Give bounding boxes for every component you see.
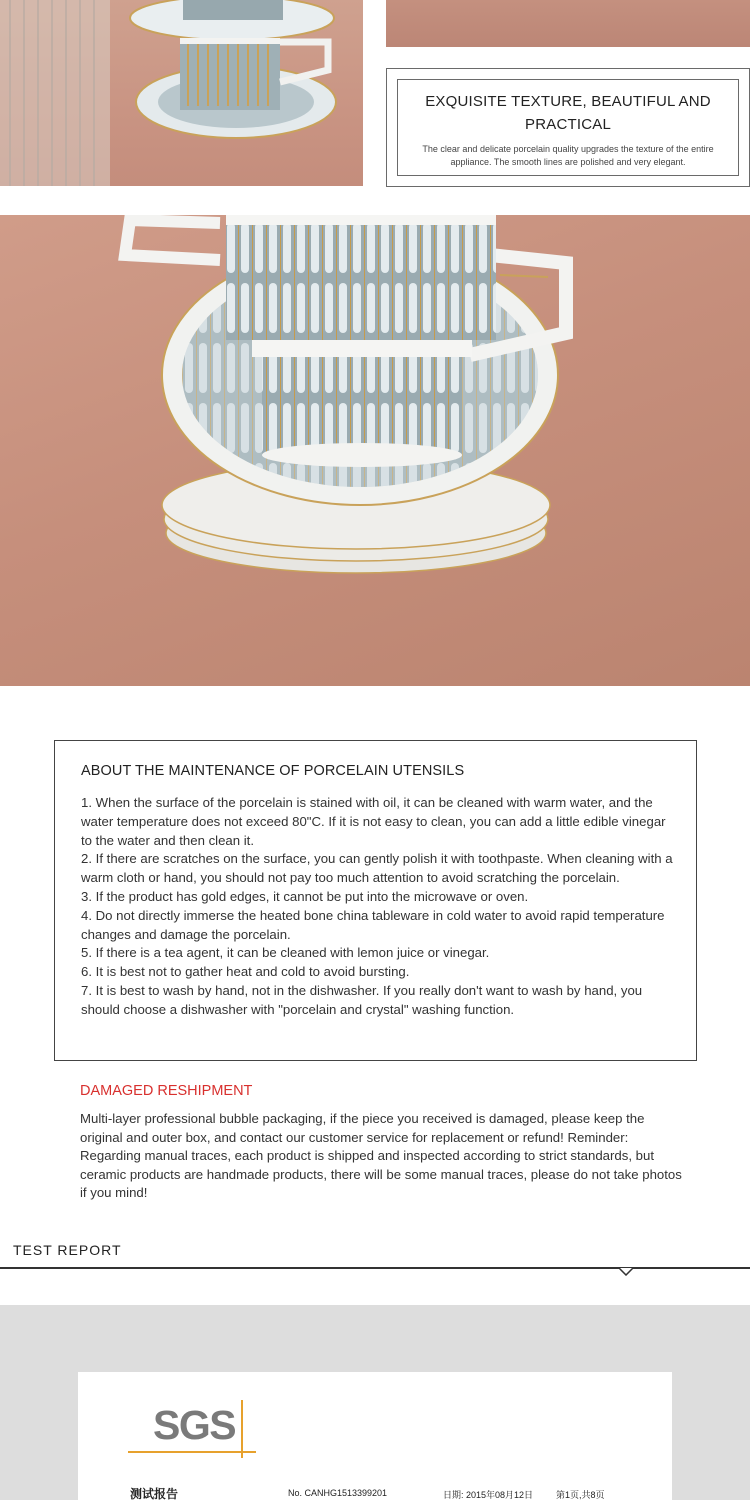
maintenance-box: [54, 740, 697, 1061]
texture-description: The clear and delicate porcelain quality upgrades the texture of the entire appliance. The smooth lines are polished and very elegant.: [422, 144, 714, 167]
texture-feature-inner: [397, 79, 739, 176]
damaged-reshipment-text: Multi-layer professional bubble packaging, if the piece you received is damaged, please keep the original and outer box, and contact our customer service for replacement or refund! Reminder: Regarding manual traces, each product is shipped and inspected according to strict standards, but ceramic products are handmade products, there will be some manual traces, please do not take photos if you mind!: [80, 1111, 682, 1201]
test-report-heading: TEST REPORT: [13, 1242, 122, 1258]
product-photo-top-right: [386, 0, 750, 47]
maintenance-item: 7. It is best to wash by hand, not in the dishwasher. If you really don't want to wash by hand, you should choose a dishwasher with "porcelain and crystal" washing function.: [81, 982, 643, 1017]
maintenance-item: 2. If there are scratches on the surface, you can gently polish it with toothpaste. When cleaning with a warm cloth or hand, you should not pay too much attention to avoid scratching the porcelain.: [81, 851, 673, 886]
maintenance-item: 4. Do not directly immerse the heated bone china tableware in cold water to avoid rapid temperature changes and damage the porcelain.: [81, 907, 665, 942]
sgs-logo: [128, 1400, 258, 1458]
sgs-logo-line: [241, 1400, 243, 1458]
chevron-down-icon: [619, 1268, 633, 1276]
maintenance-item: 6. It is best not to gather heat and cold to avoid bursting.: [81, 964, 410, 980]
test-report-document: [78, 1372, 672, 1500]
maintenance-item: 5. If there is a tea agent, it can be cleaned with lemon juice or vinegar.: [81, 945, 490, 961]
texture-feature-box: [386, 68, 750, 187]
sgs-logo-line: [128, 1451, 256, 1453]
sgs-logo-text: SGS: [153, 1402, 236, 1448]
report-doc-title: 测试报告: [130, 1487, 179, 1500]
cup-saucer-illustration: [0, 215, 750, 686]
report-number: No. CANHG1513399201: [288, 1488, 388, 1498]
texture-title: EXQUISITE TEXTURE, BEAUTIFUL AND PRACTICAL: [425, 93, 711, 133]
report-date: 日期: 2015年08月12日: [443, 1490, 534, 1500]
product-photo-large: [0, 215, 750, 686]
test-report-header-row: [130, 1486, 650, 1500]
maintenance-list: [81, 794, 680, 1020]
cups-illustration: [0, 0, 363, 186]
report-page: 第1页,共8页: [556, 1490, 605, 1500]
product-photo-top-left: [0, 0, 363, 186]
maintenance-item: 1. When the surface of the porcelain is stained with oil, it can be cleaned with warm water, and the water temperature does not exceed 80"C. If it is not easy to clean, you can add a little edible vinegar to the water and then clean it.: [81, 795, 666, 848]
test-report-divider: [0, 1267, 750, 1269]
maintenance-title: ABOUT THE MAINTENANCE OF PORCELAIN UTENSILS: [81, 763, 465, 779]
damaged-reshipment-title: DAMAGED RESHIPMENT: [80, 1083, 253, 1099]
maintenance-item: 3. If the product has gold edges, it cannot be put into the microwave or oven.: [81, 888, 529, 904]
